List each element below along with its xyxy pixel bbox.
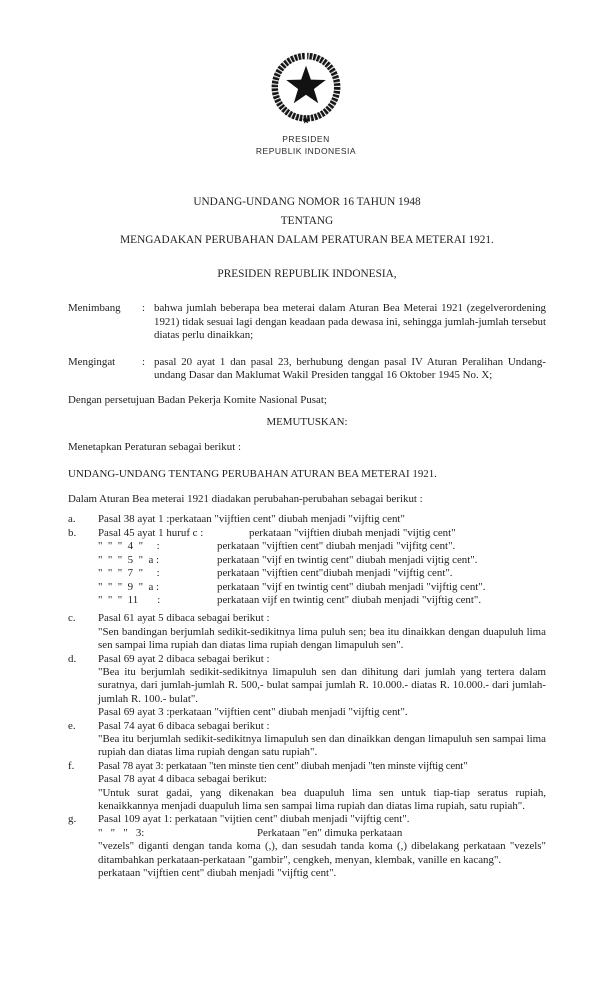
list-item-d — [68, 653, 546, 720]
wreath-top-gap — [305, 50, 307, 59]
decides-heading: MEMUTUSKAN: — [266, 415, 348, 428]
list-item-b — [68, 527, 546, 607]
recalling-colon: : — [142, 355, 146, 368]
item-line: Pasal 74 ayat 6 dibaca sebagai berikut : — [98, 719, 270, 732]
item-paragraph: "Bea itu berjumlah sedikit-sedikitnya limapuluh sen dan dinaikkan dengan limapuluh sen sampai lima rupiah dan diatas lima rupiah dengan satu rupiah". — [98, 732, 546, 759]
star-icon — [286, 66, 326, 104]
list-item-e — [68, 720, 546, 760]
item-line: Pasal 78 ayat 3: perkataan "ten minste tien cent" diubah menjadi "ten minste vijftig cent" — [98, 759, 468, 772]
row-label: " " " 5 " a : — [98, 553, 160, 566]
item-content — [98, 653, 546, 720]
letterhead-republik-indonesia: REPUBLIK INDONESIA — [255, 146, 357, 156]
amendment-row — [98, 527, 546, 540]
enacts-line: Menetapkan Peraturan sebagai berikut : — [68, 441, 241, 454]
list-item-a — [68, 513, 546, 526]
row-text: perkataan "vijftien cent"diubah menjadi "vijftig cent". — [217, 567, 453, 580]
recalling-clause — [68, 356, 546, 383]
row-text: perkataan "vijf en twintig cent" diubah menjadi vijtig cent". — [217, 553, 478, 566]
item-letter: b. — [68, 526, 77, 539]
amendment-row — [98, 540, 546, 553]
law-subject-title: MENGADAKAN PERUBAHAN DALAM PERATURAN BEA METERAI 1921. — [120, 234, 494, 246]
row-text: perkataan "vijftien diubah menjadi "vijtig cent" — [249, 526, 456, 539]
list-item-g — [68, 813, 546, 880]
item-line: Pasal 109 ayat 1: perkataan "vijtien cent" diubah menjadi "vijftig cent". — [98, 813, 410, 826]
title-block — [68, 193, 546, 250]
item-letter: a. — [68, 513, 76, 526]
row-label: " " " 7 " : — [98, 567, 160, 580]
item-letter: c. — [68, 612, 76, 625]
considering-colon: : — [142, 302, 146, 315]
row-text: perkataan vijf en twintig cent" diubah menjadi "vijftig cent". — [217, 593, 482, 606]
act-title-line: UNDANG-UNDANG TENTANG PERUBAHAN ATURAN BEA METERAI 1921. — [68, 467, 437, 480]
item-line: perkataan "vijftien cent" diubah menjadi "vijftig cent". — [98, 867, 337, 880]
document-body — [0, 193, 612, 880]
item-letter: e. — [68, 719, 76, 732]
letterhead — [0, 0, 612, 157]
letterhead-presiden: PRESIDEN — [282, 134, 330, 144]
item-line: Pasal 61 ayat 5 dibaca sebagai berikut : — [98, 612, 270, 625]
amendment-row — [98, 594, 546, 607]
amendment-row — [98, 827, 546, 840]
amendments-intro: Dalam Aturan Bea meterai 1921 diadakan perubahan-perubahan sebagai berikut : — [68, 493, 423, 506]
item-line: Pasal 69 ayat 2 dibaca sebagai berikut : — [98, 652, 270, 665]
row-label: " " " 3: — [98, 826, 145, 839]
recalling-text: pasal 20 ayat 1 dan pasal 23, berhubung dengan pasal IV Aturan Peralihan Undang-undang Dasar dan Maklumat Wakil Presiden tanggal 16 Oktober 1945 No. X; — [154, 355, 546, 382]
row-label: " " " 11 : — [98, 593, 161, 606]
item-rows — [98, 527, 546, 607]
considering-text: bahwa jumlah beberapa bea meterai dalam Aturan Bea Meterai 1921 (zegelverordening 1921) tidak sesuai lagi dengan keadaan pada dewasa ini, sehingga jumlah-jumlah tersebut diatas perlu dinaikkan; — [154, 302, 546, 342]
law-number-title: UNDANG-UNDANG NOMOR 16 TAHUN 1948 — [193, 196, 421, 208]
star-wreath-emblem — [264, 48, 348, 128]
list-item-c — [68, 612, 546, 652]
amendment-row — [98, 581, 546, 594]
row-label: Pasal 45 ayat 1 huruf c : — [98, 526, 204, 539]
amendment-row — [98, 567, 546, 580]
item-paragraph: "Bea itu berjumlah sedikit-sedikitnya limapuluh sen dan dihitung dari jumlah yang tertera dalam suratnya, dari jumlah-jumlah R. 500,- bulat sampai jumlah R. 10.000.- diatas R. 10.000.- dari jumlah-jumlah R. 100.- bulat". — [98, 665, 546, 705]
item-letter: g. — [68, 813, 77, 826]
row-label: " " " 4 " : — [98, 540, 160, 553]
row-label: " " " 9 " a : — [98, 580, 160, 593]
item-paragraph: "Untuk surat gadai, yang dikenakan bea duapuluh lima sen untuk tiap-tiap seratus rupiah, kenaikkannya menjadi duapuluh lima sen sampai lima rupiah dan diatas lima rupiah, satu rupiah". — [98, 786, 546, 812]
considering-clause — [68, 302, 546, 342]
recalling-label: Mengingat — [68, 355, 116, 368]
item-letter: d. — [68, 652, 77, 665]
list-item-f — [68, 760, 546, 814]
agreement-line: Dengan persetujuan Badan Pekerja Komite Nasional Pusat; — [68, 394, 327, 407]
considering-label: Menimbang — [68, 302, 121, 315]
item-content — [98, 720, 546, 760]
item-text: Pasal 38 ayat 1 :perkataan "vijftien cent" diubah menjadi "vijftig cent" — [98, 513, 405, 526]
item-paragraph: "Sen bandingan berjumlah sedikit-sedikitnya lima puluh sen; bea itu dinaikkan dengan duapuluh lima sen sampai lima rupiah dan diatas lima rupiah dengan limapuluh sen". — [98, 625, 546, 652]
item-line: Pasal 78 ayat 4 dibaca sebagai berikut: — [98, 773, 267, 786]
item-paragraph: "vezels" diganti dengan tanda koma (,), dan sesudah tanda koma (,) dibelakang perkataan "vezels" ditambahkan perkataan-perkataan "gambir", cengkeh, menyan, klembak, vanille en kacang". — [98, 840, 546, 866]
item-line: Pasal 69 ayat 3 :perkataan "vijftien cent" diubah menjadi "vijftig cent". — [98, 706, 408, 719]
item-content — [98, 612, 546, 652]
salutation: PRESIDEN REPUBLIK INDONESIA, — [217, 268, 397, 280]
row-text: perkataan "vijftien cent" diubah menjadi "vijfitg cent". — [217, 540, 456, 553]
row-text: Perkataan "en" dimuka perkataan — [257, 826, 403, 839]
item-content — [98, 760, 546, 814]
title-tentang: TENTANG — [280, 215, 334, 227]
item-letter: f. — [68, 759, 75, 772]
row-text: perkataan "vijf en twintig cent" diubah menjadi "vijftig cent". — [217, 580, 486, 593]
amendment-list — [68, 513, 546, 880]
amendment-row — [98, 554, 546, 567]
item-content — [98, 813, 546, 880]
